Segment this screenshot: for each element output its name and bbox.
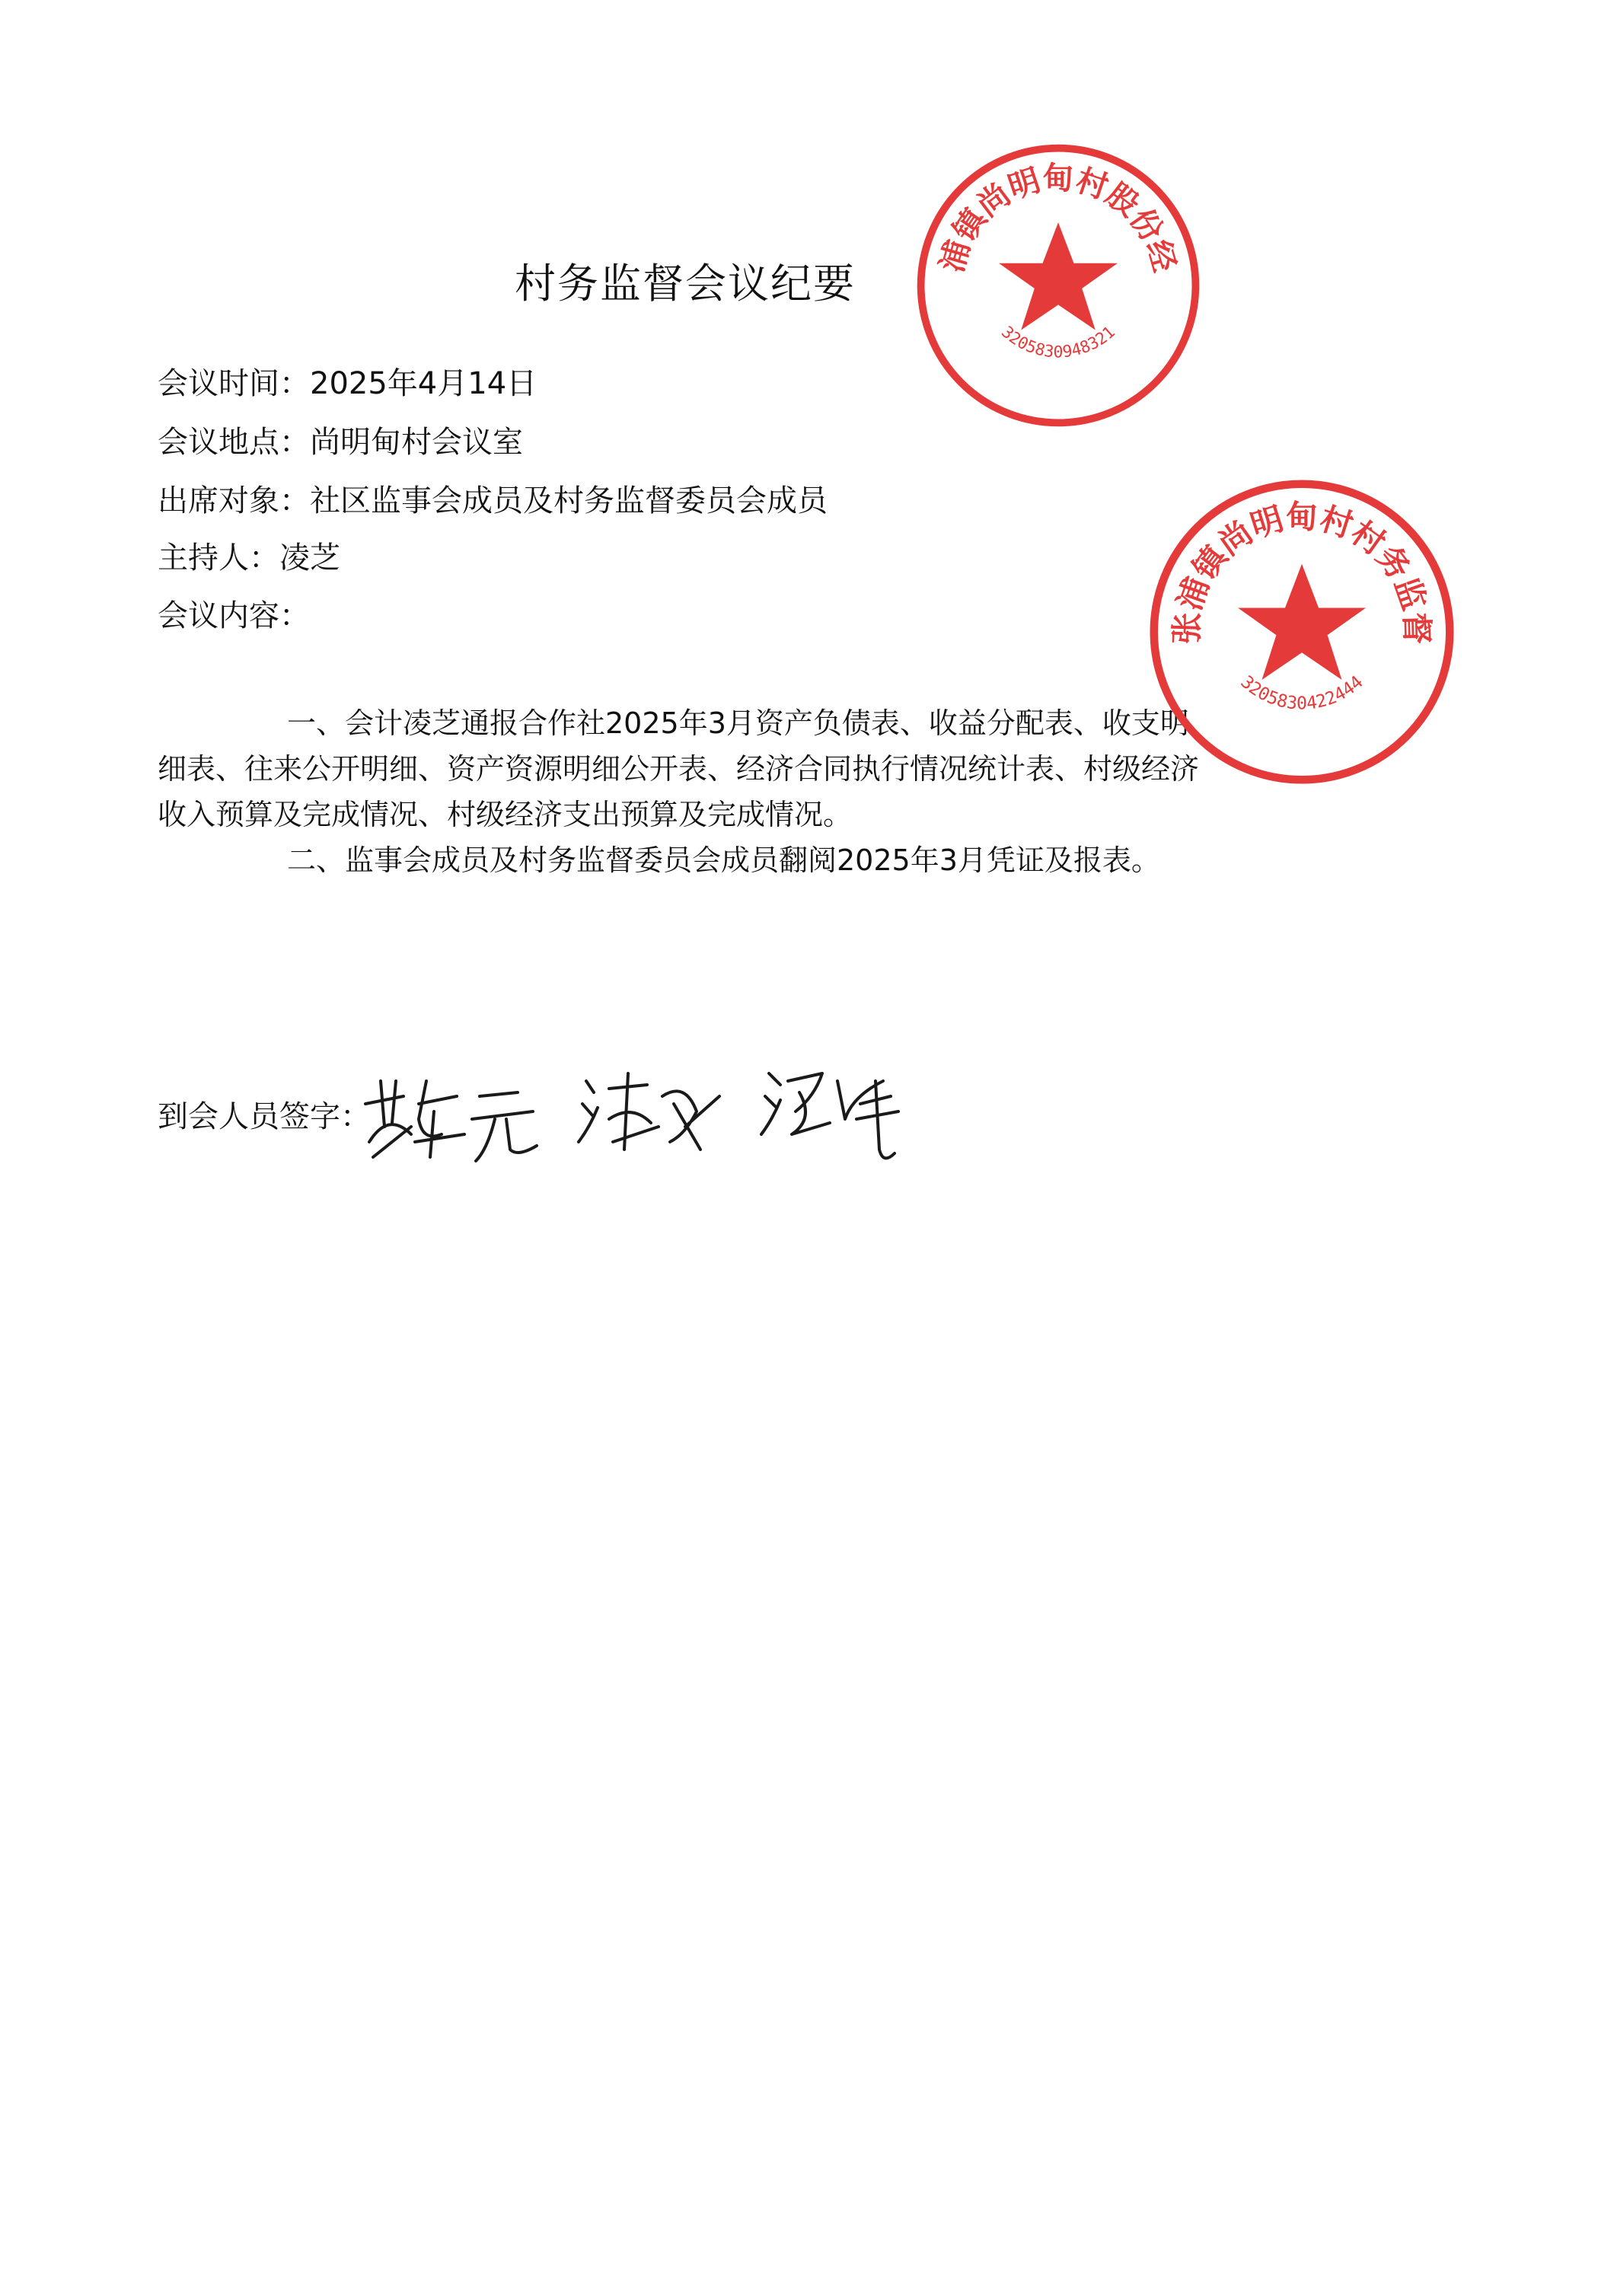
content-paragraph-2: 二、监事会成员及村务监督委员会成员翻阅2025年3月凭证及报表。 <box>287 843 1160 877</box>
seal-2-code-path: 3205830422444 <box>1236 672 1367 714</box>
seal-cooperative <box>910 137 1207 434</box>
meeting-time: 会议时间：2025年4月14日 <box>158 366 537 401</box>
official-seal-1 <box>910 137 1207 434</box>
official-seal-2 <box>1142 472 1462 792</box>
signature-label: 到会人员签字： <box>158 1099 371 1134</box>
content-label: 会议内容： <box>158 598 310 633</box>
handwritten-signatures <box>358 1051 967 1188</box>
seal-2-code <box>1236 672 1367 714</box>
seal-1-name-path: 浦镇尚明甸村股份经 <box>933 160 1184 276</box>
content-paragraph-1: 一、会计凌芝通报合作社2025年3月资产负债表、收益分配表、收支明细表、往来公开明细、资产资源明细公开表、经济合同执行情况统计表、村级经济收入预算及完成情况、村级经济支出预算及完成情况。 <box>158 706 1200 831</box>
document-title: 村务监督会议纪要 <box>515 260 856 308</box>
signatures <box>358 1051 967 1188</box>
meeting-place: 会议地点：尚明甸村会议室 <box>158 425 523 460</box>
signature-3 <box>761 1073 898 1158</box>
seal-supervision-committee <box>1142 472 1462 792</box>
signature-2 <box>579 1073 719 1150</box>
seal-1-code-path: 3205830948321 <box>997 322 1119 362</box>
seal-1-code <box>997 323 1119 362</box>
seal-2-name-path: 张浦镇尚明甸村村务监督 <box>1167 498 1437 646</box>
host: 主持人：凌芝 <box>158 541 340 576</box>
signature-1 <box>365 1081 537 1161</box>
attendees: 出席对象：社区监事会成员及村务监督委员会成员 <box>158 483 828 518</box>
meeting-content <box>158 700 1208 883</box>
